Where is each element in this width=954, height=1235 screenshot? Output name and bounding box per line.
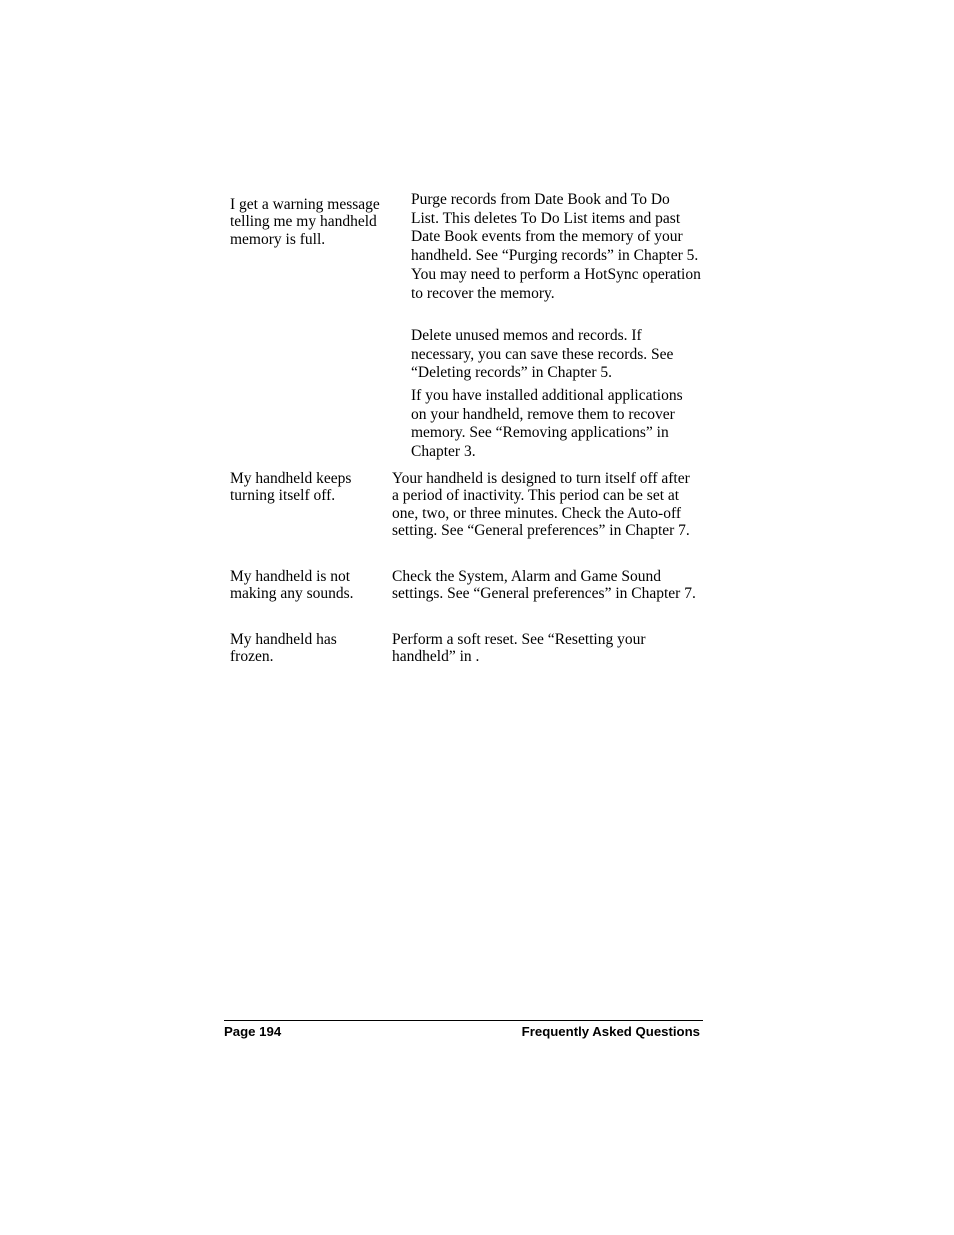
faq-answer: Delete unused memos and records. If necessary, you can save these records. See “Deleting records” in Chapter 5. [411,327,674,382]
faq-answer: Your handheld is designed to turn itself off after a period of inactivity. This period can be set at one, two, or three minutes. Check the Auto-off setting. See “General preferences” in Chapter 7. [392,470,690,539]
page-number: Page 194 [224,1024,282,1039]
faq-answer: Check the System, Alarm and Game Sound settings. See “General preferences” in Chapter 7. [392,568,696,603]
section-title: Frequently Asked Questions [521,1024,700,1039]
faq-answer: If you have installed additional applications on your handheld, remove them to recover memory. See “Removing applications” in Chapter 3. [411,387,683,461]
faq-question: My handheld keeps turning itself off. [230,470,352,505]
faq-question: My handheld is not making any sounds. [230,568,354,603]
faq-answer: Perform a soft reset. See “Resetting your handheld” in . [392,631,646,666]
faq-question: My handheld has frozen. [230,631,337,666]
faq-question: I get a warning message telling me my handheld memory is full. [230,196,380,248]
faq-answer: Purge records from Date Book and To Do List. This deletes To Do List items and past Date Book events from the memory of your handheld. See “Purging records” in Chapter 5. You may need to perform a HotSync operation to recover the memory. [411,191,701,302]
footer-divider [224,1020,703,1021]
